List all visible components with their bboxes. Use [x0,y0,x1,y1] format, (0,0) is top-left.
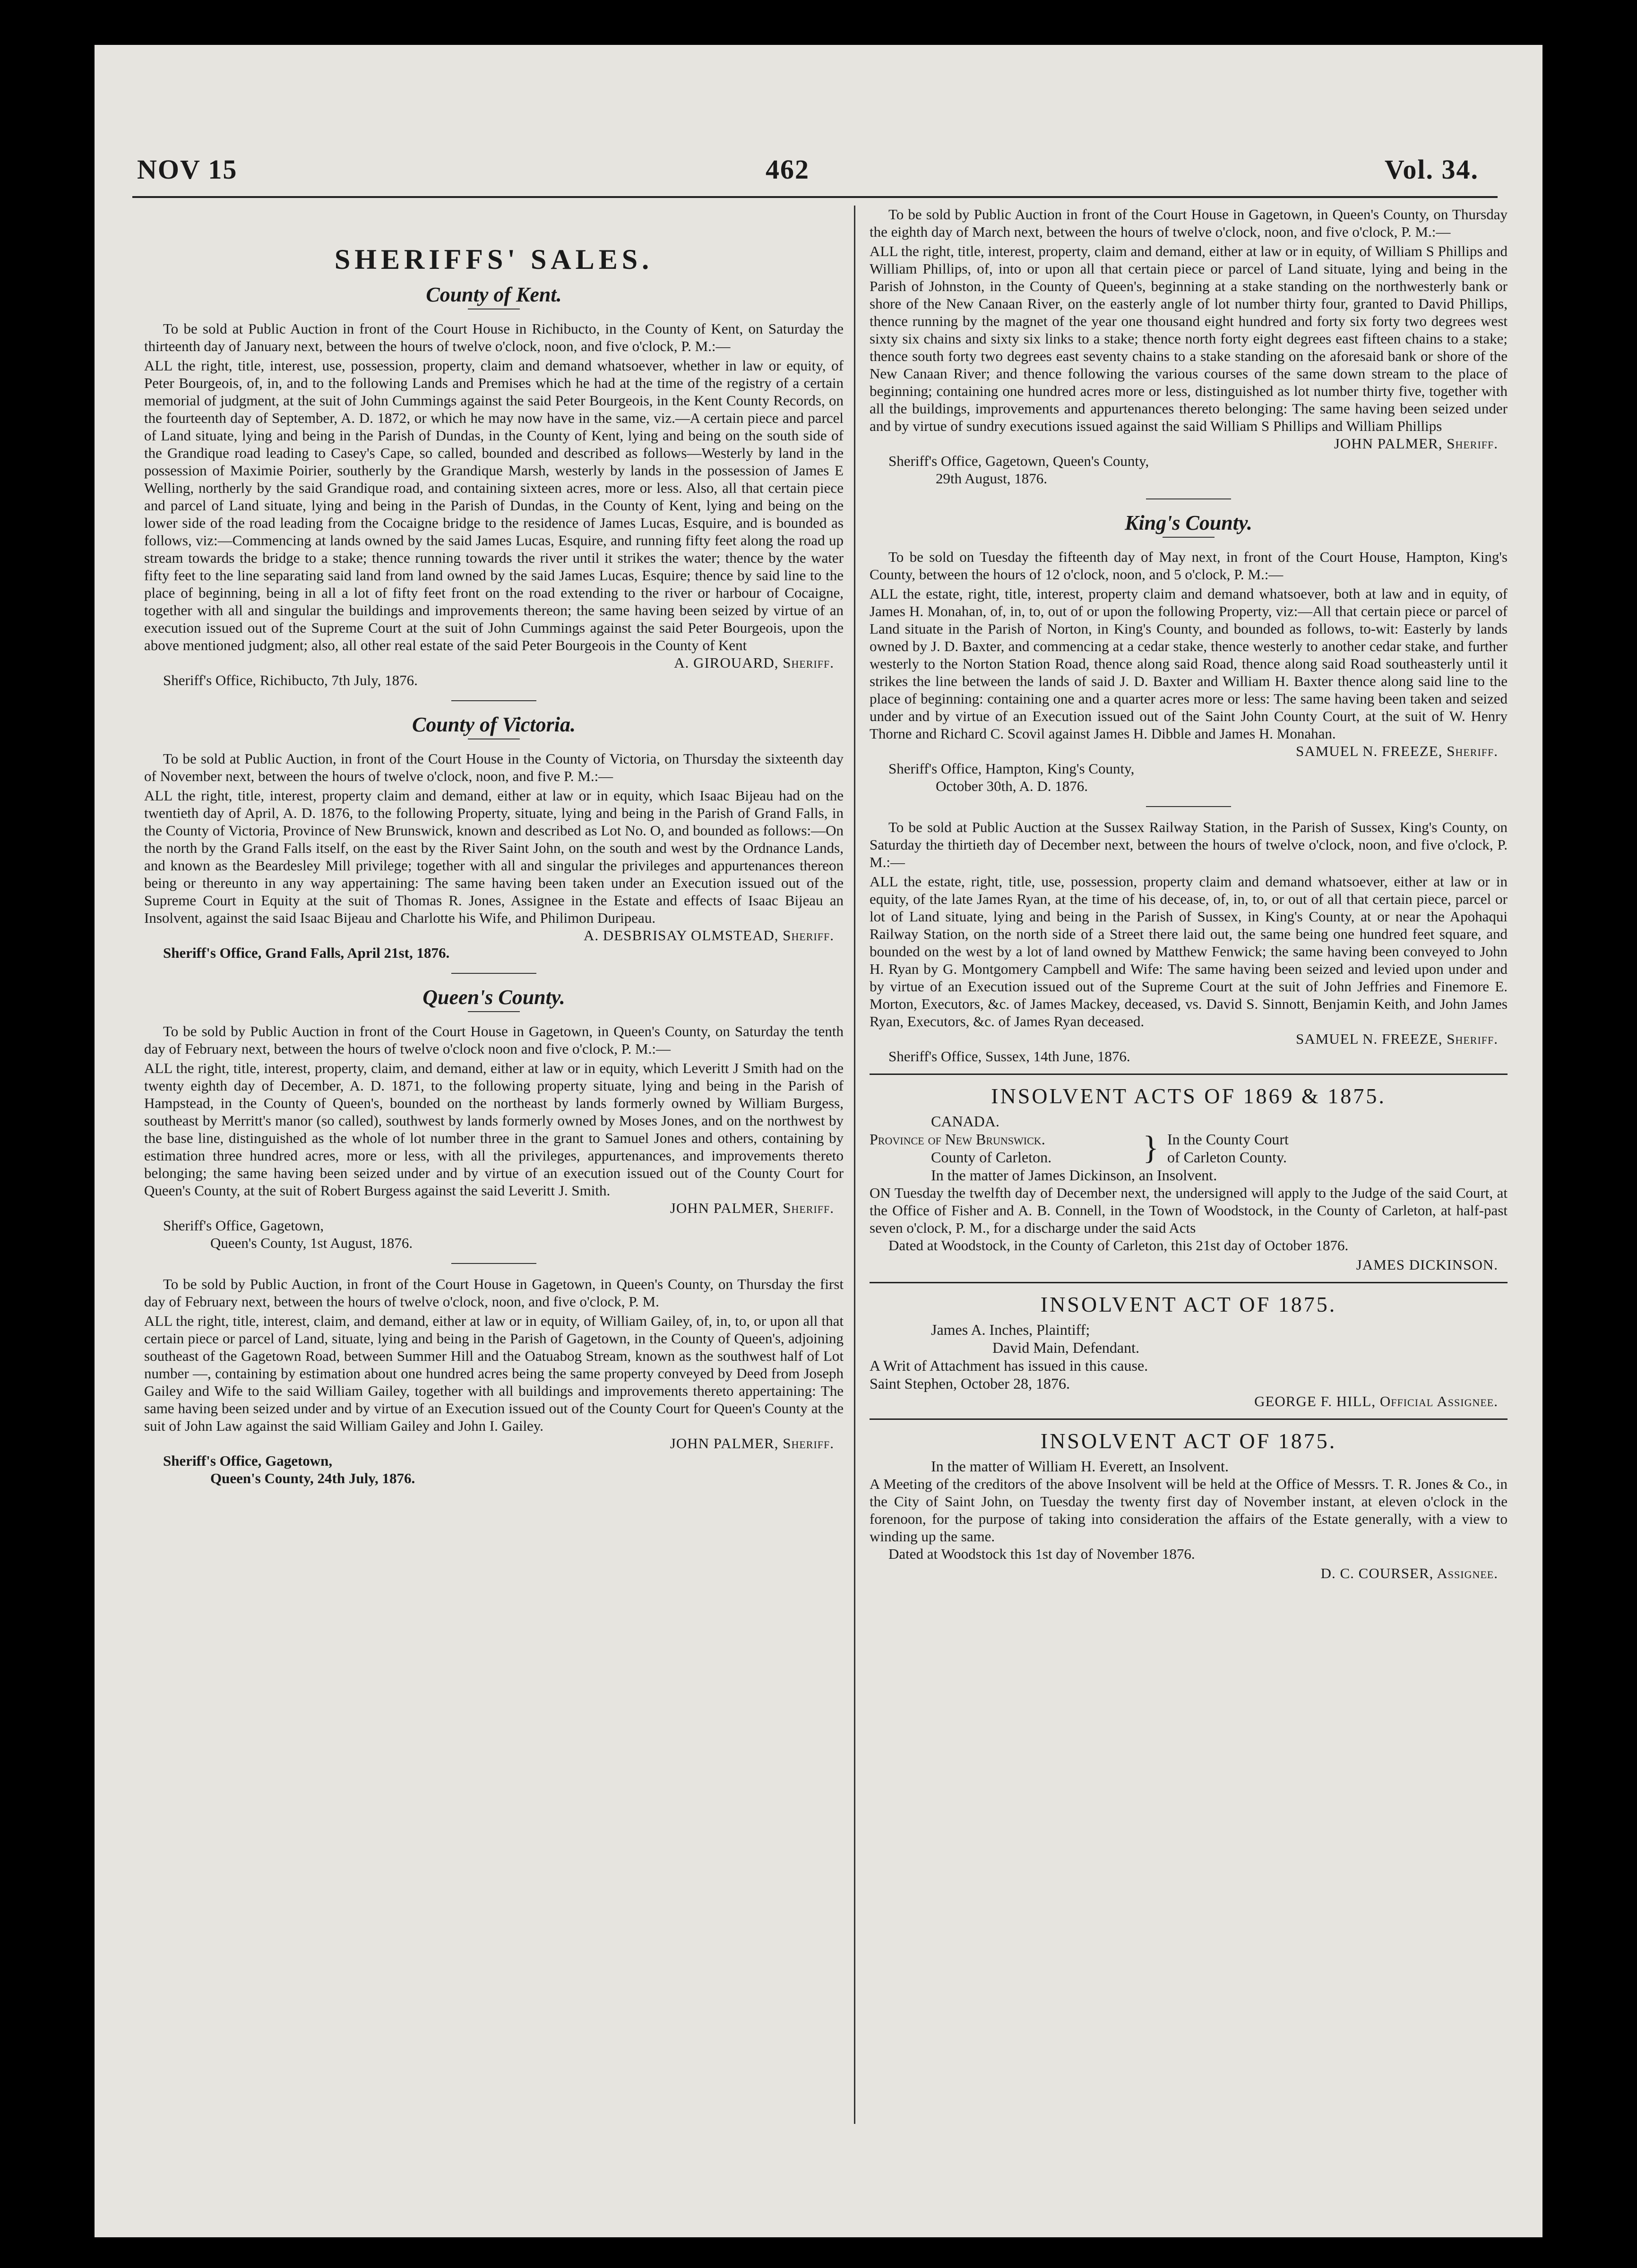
sheriff-signature [144,654,844,671]
sheriff-office: Sheriff's Office, Sussex, 14th June, 1876. [888,1048,1130,1065]
notice-body: ALL the right, title, interest, use, possession, property, claim and demand whatsoever, whether in law or equity, of Peter Bourgeois, of, in, and to the following Lands and Premises which he had at the time of the registry of a certain memorial of judgment, at the suit of John Cummings against the said Peter Bourgeois, in the Kent County Records, on the fourteenth day of September, A. D. 1872, or which he may now have in the same, viz.—A certain piece and parcel of Land situate, lying and being in the Parish of Dundas, in the County of Kent, lying and being on the south side of the Grandique road leading to Casey's Cape, so called, bounded and described as follows—Westerly by land in the possession of Maximie Poirier, southerly by the Grandique Marsh, westerly by lands in the possession of James E Welling, northerly by the said Grandique road, and containing sixteen acres, more or less. Also, all that certain piece and parcel of Land situate, lying and being in the Parish of Dundas, in the County of Kent, lying and being on the lower side of the road leading from the Cocaigne bridge to the residence of James Lucas, Esquire, and is bounded as follows, viz:—Commencing at lands owned by the said James Lucas, Esquire, and running fifty feet along the road up stream towards the bridge to a stake; thence running towards the river until it strikes the water; thence by the water fifty feet to the line separating said land from land owned by the said James Lucas, Esquire; thence by said line to the place of beginning, being in all a lot of fifty feet front on the road extending to the river or harbour of Cocaigne, together with all and singular the buildings and improvements thereon; the same having been seized by virtue of an execution issued out of the Supreme Court at the suit of John Cummings against the said Peter Bourgeois, upon the above mentioned judgment; also, all other real estate of the said Peter Bourgeois in the County of Kent [144,357,844,653]
signer-name: D. C. COURSER, Assignee. [1320,1565,1498,1581]
signer-name: GEORGE F. HILL, Official Assignee. [1254,1393,1498,1409]
divider [1146,498,1231,499]
divider [1146,806,1231,807]
dated-line: Dated at Woodstock this 1st day of November 1876. [888,1546,1195,1562]
insolvent-notice-dickinson [870,1083,1508,1273]
notice-body: ALL the right, title, interest, claim, and demand, either at law or in equity, of William Gailey, of, in, to, or upon all that certain piece or parcel of Land, situate, lying and being in the Parish of Gagetown, in the County of Queen's, adjoining southeast of the Gagetown Road, between Summer Hill and the Oatuabog Stream, known as the southwest half of Lot number —, containing by estimation about one hundred acres being the same property conveyed by Deed from Joseph Gailey and Wife to the said William Gailey, together with all buildings and improvements thereto appertaining: The same having been seized under and by virtue of an Execution issued out of the County Court for Queen's County at the suit of John Law against the said William Gailey and John I. Gailey. [144,1313,844,1434]
sheriff-office-date: October 30th, A. D. 1876. [936,778,1088,794]
heading-rule [1163,537,1215,538]
notice-queens-2 [144,1275,844,1487]
signer-name: JOHN PALMER, Sheriff. [1334,435,1498,452]
signature [870,1564,1508,1582]
notice-body: ALL the estate, right, title, interest, property claim and demand whatsoever, both at law and in equity, of James H. Monahan, of, in, to, out of or upon the following Property, viz:—All that certain piece or parcel of Land situate in the Parish of Norton, in King's County, and bounded as follows, to-wit: Easterly by lands owned by J. D. Baxter, and commencing at a cedar stake, thence westerly to another cedar stake, and further westerly to the Norton Station Road, thence along said Road, thence along said Road southeasterly until it strikes the line between the lands of said J. D. Baxter and William H. Baxter thence along said line to the place of beginning: containing one and a quarter acres more or less: The same having been taken and seized under and by virtue of an Execution issued out of the Saint John County Court, at the suit of W. Henry Thorne and Richard C. Scovil against James H. Dibble and James H. Monahan. [870,585,1508,742]
right-column [870,206,1508,2209]
sheriff-office: Sheriff's Office, Gagetown, [163,1452,333,1469]
notice-kings-1 [870,511,1508,795]
divider [451,973,536,974]
notice-intro: To be sold by Public Auction in front of the Court House in Gagetown, in Queen's County, on Saturday the tenth day of February next, between the hours of twelve o'clock noon and five o'clock, P. M.:— [144,1023,844,1057]
divider [870,1074,1508,1075]
notice-queens-3 [870,206,1508,487]
notice-body: ALL the right, title, interest, property claim and demand, either at law or in equity, which Isaac Bijeau had on the twentieth day of April, A. D. 1876, to the following Property, situate, lying and being in the Parish of Grand Falls, in the County of Victoria, Province of New Brunswick, known and described as Lot No. O, and bounded as follows:—On the north by the Grand Falls itself, on the east by the River Saint John, on the south and west by the Ordnance Lands, and known as the Beardesley Mill privilege; together with all and singular the privileges and appurtenances thereon being or thereunto in any way appertaining: The same having been taken under an Execution issued out of the Supreme Court in Equity at the suit of Thomas R. Jones, Assignee in the Estate and effects of Isaac Bijeau an Insolvent, against the said Isaac Bijeau and Charlotte his Wife, and Philimon Duripeau. [144,787,844,926]
section-title: SHERIFFS' SALES. [334,244,654,275]
sheriff-office: Sheriff's Office, Gagetown, [163,1217,324,1234]
defendant-line: David Main, Defendant. [992,1339,1140,1356]
notice-body: ON Tuesday the twelfth day of December next, the undersigned will apply to the Judge of the said Court, at the Office of Fisher and A. B. Connell, in the Town of Woodstock, in the County of Carleton, at half-past seven o'clock, P. M., for a discharge under the said Acts [870,1185,1508,1236]
court-label: In the County Court [1167,1131,1289,1148]
page-number: 462 [766,154,810,185]
signer-name: SAMUEL N. FREEZE, Sheriff. [1296,743,1498,759]
sheriff-office: Sheriff's Office, Gagetown, Queen's County, [888,453,1149,469]
date-line: Saint Stephen, October 28, 1876. [870,1375,1070,1392]
signer-name: A. GIROUARD, Sheriff. [674,654,834,671]
county-heading: Queen's County. [422,986,565,1009]
notice-body: ALL the estate, right, title, use, possession, property claim and demand whatsoever, either at law or in equity, of the late James Ryan, at the time of his decease, of, in, to, or out of all that certain piece, parcel or lot of Land situate, lying and being in the Parish of Sussex, in King's County, at or near the Apohaqui Railway Station, on the north side of a Street there laid out, the same being one hundred feet square, and bounded on the west by a lot of land owned by Matthew Fenwick; the same having been conveyed to John H. Ryan by G. Montgomery Campbell and Wife: The same having been seized and levied upon under and by virtue of an Execution issued out of the Supreme Court at the suit of John Jeffries and Finemore E. Morton, Executors, &c. of James Mackey, deceased, vs. David S. Sinnott, Benjamin Keith, and John James Ryan, Executors, &c. of James Ryan deceased. [870,873,1508,1030]
county-heading: King's County. [1125,511,1252,534]
notice-victoria [144,713,844,962]
divider [870,1282,1508,1283]
sheriff-office: Sheriff's Office, Richibucto, 7th July, 1876. [163,672,418,688]
notice-intro: To be sold at Public Auction in front of the Court House in Richibucto, in the County of Kent, on Saturday the thirteenth day of January next, between the hours of twelve o'clock, noon, and five o'clock, P. M.:— [144,320,844,354]
signer-name: JOHN PALMER, Sheriff. [670,1200,834,1216]
court-caption [870,1130,1508,1166]
signer-name: SAMUEL N. FREEZE, Sheriff. [1296,1031,1498,1047]
sheriff-signature [870,435,1508,452]
court-county-label: of Carleton County. [1167,1149,1287,1166]
brace: } [1143,1130,1159,1166]
divider [451,1263,536,1264]
divider [451,700,536,701]
left-column [144,206,844,2209]
sheriff-office-date: Queen's County, 1st August, 1876. [210,1235,413,1251]
sheriff-office: Sheriff's Office, Hampton, King's County, [888,760,1135,777]
canada-label: CANADA. [931,1113,999,1130]
notice-body: A Meeting of the creditors of the above Insolvent will be held at the Office of Messrs. T. R. Jones & Co., in the City of Saint John, on Tuesday the twenty first day of November instant, at eleven o'clock in the forenoon, for the purpose of taking into consideration the affairs of the Estate generally, with a view to winding up the same. [870,1476,1508,1545]
newspaper-page [95,45,1542,2237]
notice-title: INSOLVENT ACTS OF 1869 & 1875. [991,1084,1386,1108]
notice-kings-2 [870,818,1508,1065]
county-label: County of Carleton. [931,1149,1052,1166]
issue-date: NOV 15 [137,154,238,185]
notice-intro: To be sold by Public Auction in front of the Court House in Gagetown, in Queen's County, on Thursday the eighth day of March next, between the hours of twelve o'clock, noon, and five o'clock, P. M.:— [870,206,1508,240]
notice-title: INSOLVENT ACT OF 1875. [1040,1292,1337,1316]
insolvent-notice-inches [870,1292,1508,1410]
notice-kent [144,283,844,689]
heading-rule [468,1011,520,1012]
sheriff-signature [144,1199,844,1217]
signer-name: JOHN PALMER, Sheriff. [670,1435,834,1452]
volume-number: Vol. 34. [1384,154,1479,185]
signer-name: A. DESBRISAY OLMSTEAD, Sheriff. [584,927,834,944]
notice-body: ALL the right, title, interest, property, claim and demand, either at law or in equity, of William S Phillips and William Phillips, of, into or upon all that certain piece or parcel of Land situate, lying and being in the Parish of Johnston, in the County of Queen's, beginning at a stake standing on the northwesterly bank or shore of the New Canaan River, on the easterly angle of lot number thirty four, granted to David Phillips, thence running by the magnet of the year one thousand eight hundred and forty six forty two degrees west sixty six chains and sixty six links to a stake; thence north forty eight degrees east fifteen chains to a stake; thence south forty two degrees east seventy chains to a stake standing on the aforesaid bank or shore of the New Canaan River; and thence following the various courses of the same down stream to the place of beginning; containing one hundred acres more or less, distinguished as lot number thirty five, together with all the buildings, improvements and appurtenances thereto belonging: The same having been seized under and by virtue of sundry executions issued against the said William S Phillips and William Phillips [870,243,1508,434]
sheriff-signature [144,927,844,944]
province-label: Province of New Brunswick. [870,1131,1045,1148]
page-header [95,45,1542,191]
plaintiff-line: James A. Inches, Plaintiff; [931,1321,1090,1338]
sheriff-office: Sheriff's Office, Grand Falls, April 21st, 1876. [163,945,450,961]
notice-intro: To be sold at Public Auction, in front of the Court House in the County of Victoria, on Thursday the sixteenth day of November next, between the hours of twelve o'clock, noon, and five P. M.:— [144,750,844,784]
signer-name: JAMES DICKINSON. [1356,1256,1498,1273]
county-heading: County of Victoria. [412,713,576,736]
county-heading: County of Kent. [426,283,562,306]
notice-intro: To be sold at Public Auction at the Sussex Railway Station, in the Parish of Sussex, King's County, on Saturday the thirtieth day of December next, between the hours of twelve o'clock, noon, and five o'clock, P. M.:— [870,819,1508,870]
sheriff-office-date: 29th August, 1876. [936,470,1047,487]
insolvent-notice-everett [870,1428,1508,1582]
divider [870,1418,1508,1420]
matter-line: In the matter of James Dickinson, an Insolvent. [931,1167,1217,1184]
notice-title: INSOLVENT ACT OF 1875. [1040,1429,1337,1453]
notice-body: ALL the right, title, interest, property, claim, and demand, either at law or in equity, which Leveritt J Smith had on the twenty eighth day of December, A. D. 1871, to the following property situate, lying and being in the Parish of Hampstead, in the County of Queen's, bounded on the northeast by lands formerly owned by William Burgess, southeast by Merritt's manor (so called), southwest by lands formerly owned by Moses Jones, and on the northwest by the base line, distinguished as the whole of lot number three in the grant to Samuel Jones and others, containing by estimation three hundred acres, more or less, with all the privileges, appurtenances, and improvements thereto belonging; the same having been seized under and by virtue of an execution issued out of the County Court for Queen's County, at the suit of Robert Burgess against the said Leveritt J. Smith. [144,1060,844,1199]
sheriff-signature [870,1030,1508,1048]
notice-intro: To be sold on Tuesday the fifteenth day of May next, in front of the Court House, Hampton, King's County, between the hours of 12 o'clock, noon, and 5 o'clock, P. M.:— [870,549,1508,583]
sheriff-signature [144,1435,844,1452]
matter-line: In the matter of William H. Everett, an Insolvent. [931,1458,1229,1475]
sheriff-signature [870,742,1508,760]
writ-line: A Writ of Attachment has issued in this cause. [870,1357,1148,1374]
notice-queens-1 [144,985,844,1252]
signature [870,1392,1508,1410]
sheriff-office-date: Queen's County, 24th July, 1876. [210,1470,415,1486]
column-divider [854,206,855,2124]
header-rule [132,196,1498,198]
notice-intro: To be sold by Public Auction, in front of the Court House in Gagetown, in Queen's County, on Thursday the first day of February next, between the hours of twelve o'clock, noon, and five o'clock, P. M. [144,1276,844,1310]
dated-line: Dated at Woodstock, in the County of Carleton, this 21st day of October 1876. [888,1237,1349,1254]
signature [870,1256,1508,1273]
